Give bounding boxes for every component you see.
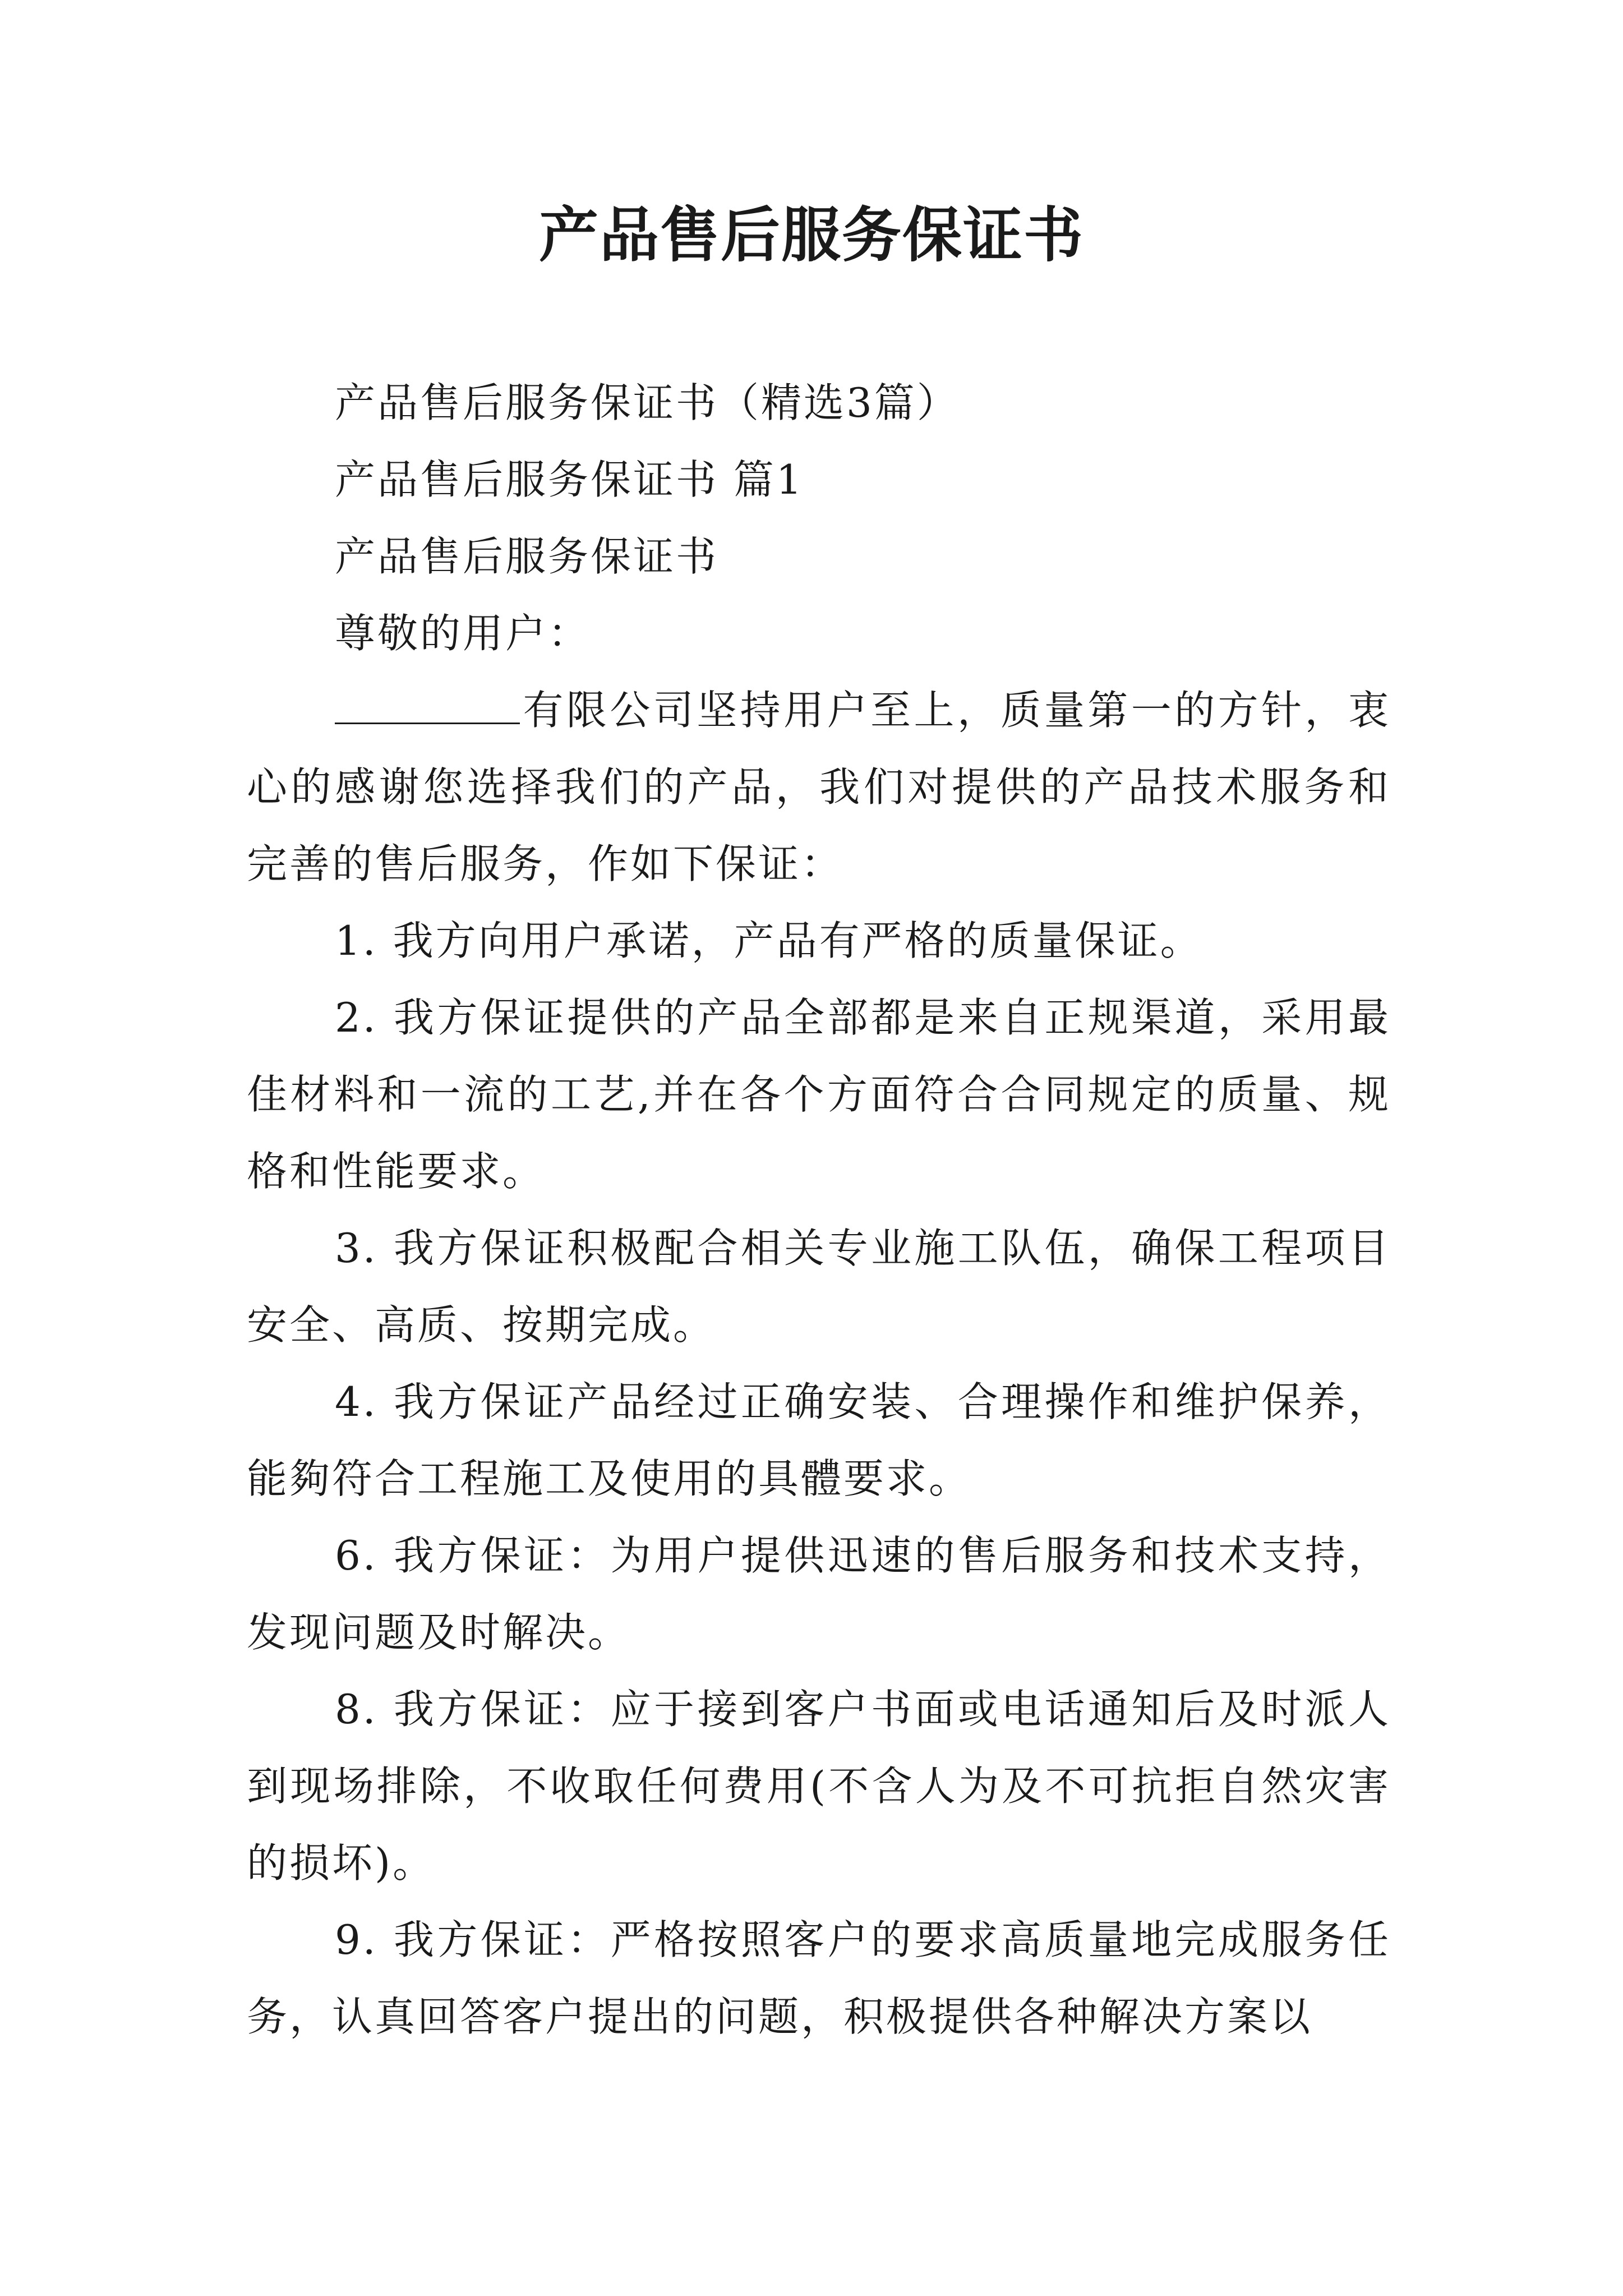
company-name-blank (335, 689, 520, 724)
guarantee-item: 6. 我方保证：为用户提供迅速的售后服务和技术支持，发现问题及时解决。 (247, 1532, 1391, 1656)
guarantee-item: 8. 我方保证：应于接到客户书面或电话通知后及时派人到现场排除，不收取任何费用(不含人为及不可抗拒自然灾害的损坏)。 (247, 1686, 1391, 1887)
heading-line: 产品售后服务保证书 (335, 533, 719, 580)
subtitle-line: 产品售后服务保证书（精选3篇） (335, 379, 960, 426)
intro-paragraph (247, 672, 1391, 903)
guarantee-item: 9. 我方保证：严格按照客户的要求高质量地完成服务任务，认真回答客户提出的问题，积极提供各种解决方案以 (247, 1916, 1391, 2040)
document-body (247, 365, 1391, 2055)
salutation-line: 尊敬的用户： (335, 610, 591, 657)
guarantee-item: 2. 我方保证提供的产品全部都是来自正规渠道，采用最佳材料和一流的工艺,并在各个方面符合合同规定的质量、规格和性能要求。 (247, 994, 1391, 1195)
document-title: 产品售后服务保证书 (539, 201, 1084, 270)
guarantee-item: 3. 我方保证积极配合相关专业施工队伍，确保工程项目安全、高质、按期完成。 (247, 1225, 1391, 1349)
guarantee-item: 4. 我方保证产品经过正确安装、合理操作和维护保养，能夠符合工程施工及使用的具體要求。 (247, 1378, 1391, 1502)
part-line: 产品售后服务保证书 篇1 (335, 456, 804, 503)
intro-text: 有限公司坚持用户至上，质量第一的方针，衷心的感谢您选择我们的产品，我们对提供的产品技术服务和完善的售后服务，作如下保证： (247, 687, 1391, 887)
guarantee-item: 1. 我方向用户承诺，产品有严格的质量保证。 (335, 917, 1203, 964)
